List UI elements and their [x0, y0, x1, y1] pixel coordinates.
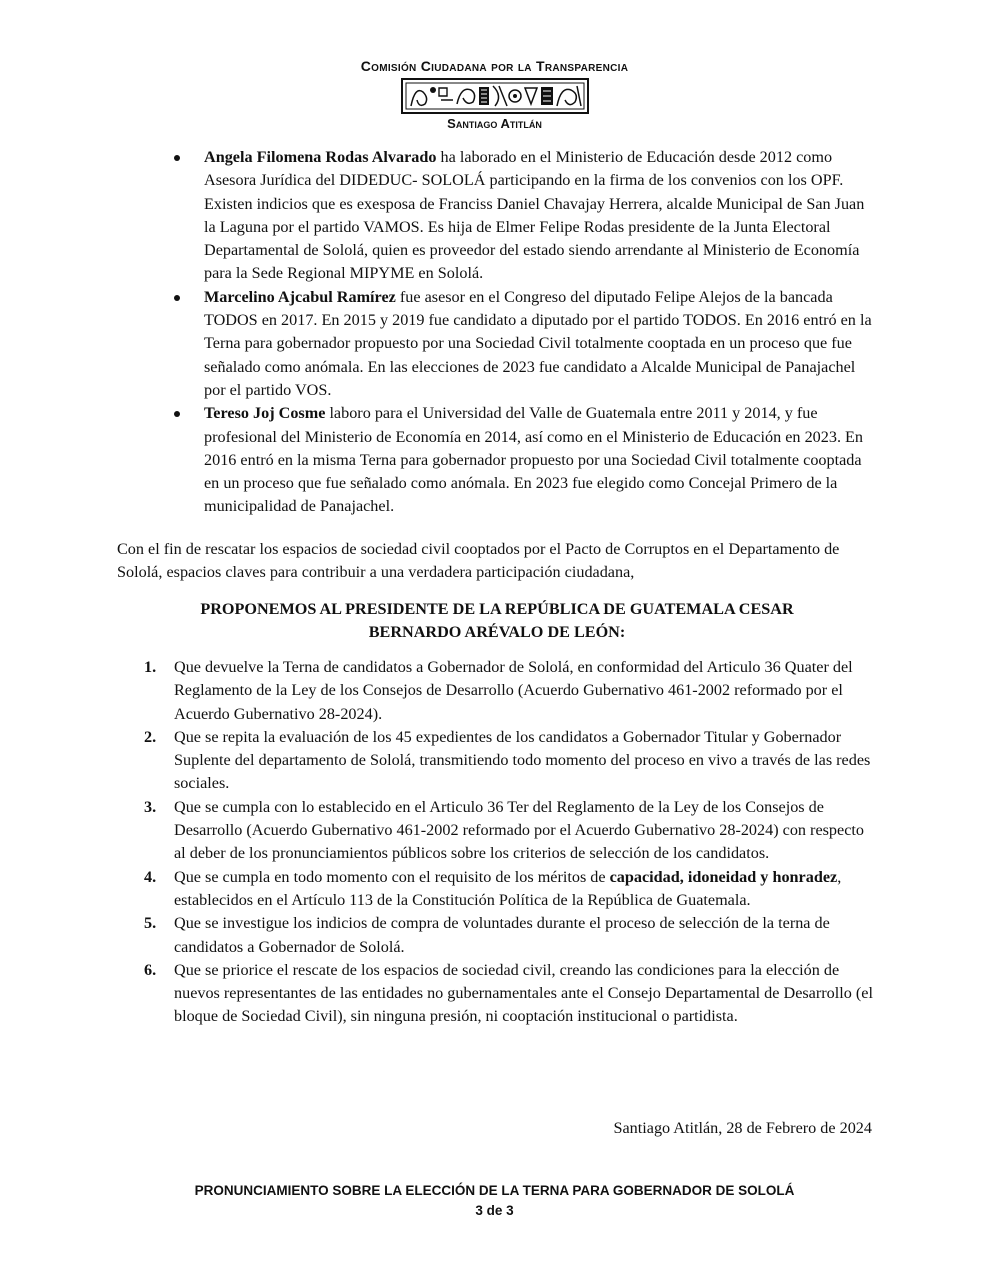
item-number: 3.	[144, 797, 157, 816]
candidate-list	[170, 146, 875, 519]
candidate-name: Marcelino Ajcabul Ramírez	[204, 287, 396, 306]
item-text: , establecidos en el Artículo 113 de la Constitución Política de la República de Guatemala.	[174, 867, 842, 909]
proposal-heading-line: PROPONEMOS AL PRESIDENTE DE LA REPÚBLICA DE GUATEMALA CESAR	[200, 600, 794, 618]
list-item	[170, 146, 875, 286]
proposal-list	[138, 656, 878, 1029]
document-title: PRONUNCIAMIENTO SOBRE LA ELECCIÓN DE LA TERNA PARA GOBERNADOR DE SOLOLÁ	[194, 1183, 795, 1198]
candidate-description: fue asesor en el Congreso del diputado Felipe Alejos de la bancada TODOS en 2017. En 2015 y 2019 fue candidato a diputado por el partido TODOS. En 2016 entró en la Terna para gobernador propuesto por una Sociedad Civil totalmente cooptada en un proceso que fue señalado como anómala. En las elecciones de 2023 fue candidato a Alcalde Municipal de Panajachel por el partido VOS.	[204, 287, 872, 399]
list-item	[138, 656, 878, 726]
letterhead	[0, 58, 989, 131]
list-item	[138, 866, 878, 913]
list-item	[170, 402, 875, 518]
item-text: Que se cumpla con lo establecido en el Articulo 36 Ter del Reglamento de la Ley de los Consejos de Desarrollo (Acuerdo Gubernativo 461-2002 reformado por el Acuerdo Gubernativo 28-2024) con respecto al deber de los pronunciamientos públicos sobre los criterios de selección de los candidatos.	[174, 797, 864, 863]
organization-location: Santiago Atitlán	[447, 116, 542, 131]
list-item	[138, 796, 878, 866]
item-number: 4.	[144, 867, 157, 886]
item-text: Que se repita la evaluación de los 45 expedientes de los candidatos a Gobernador Titular y Gobernador Suplente del departamento de Sololá, transmitiendo todo momento del proceso en vivo a través de las redes sociales.	[174, 727, 871, 793]
intro-paragraph: Con el fin de rescatar los espacios de sociedad civil cooptados por el Pacto de Corruptos en el Departamento de Sololá, espacios claves para contribuir a una verdadera participación ciudadana,	[117, 540, 840, 582]
organization-name: Comisión Ciudadana por la Transparencia	[360, 58, 629, 74]
item-emphasis: capacidad, idoneidad y honradez	[609, 867, 838, 886]
item-text: Que se investigue los indicios de compra de voluntades durante el proceso de selección de la terna de candidatos a Gobernador de Sololá.	[174, 914, 830, 956]
proposal-heading	[117, 598, 877, 645]
item-number: 5.	[144, 914, 157, 933]
proposal-heading-line: BERNARDO ARÉVALO DE LEÓN:	[368, 623, 626, 642]
bullet-icon	[174, 155, 180, 161]
candidate-name: Tereso Joj Cosme	[204, 404, 326, 423]
decorative-logo-band	[401, 78, 589, 114]
list-item	[138, 959, 878, 1029]
bullet-icon	[174, 295, 180, 301]
item-text: Que se cumpla en todo momento con el requisito de los méritos de	[174, 867, 610, 886]
page-footer	[0, 1181, 989, 1221]
bullet-icon	[174, 411, 180, 417]
list-item	[138, 726, 878, 796]
candidate-name: Angela Filomena Rodas Alvarado	[204, 148, 437, 166]
place-and-date: Santiago Atitlán, 28 de Febrero de 2024	[613, 1119, 872, 1137]
item-text: Que se priorice el rescate de los espacios de sociedad civil, creando las condiciones para la elección de nuevos representantes de las entidades no gubernamentales ante el Consejo Departamental de Desarrollo (el bloque de Sociedad Civil), sin ninguna presión, ni cooptación institucional o partidista.	[174, 960, 873, 1026]
item-number: 1.	[144, 658, 157, 676]
candidate-description: laboro para el Universidad del Valle de Guatemala entre 2011 y 2014, y fue profesional del Ministerio de Economía en 2014, así como en el Ministerio de Educación en 2023. En 2016 entró en la misma Terna para gobernador propuesto por una Sociedad Civil totalmente cooptada en un proceso que fue señalado como anómala. En 2023 fue elegido como Concejal Primero de la municipalidad de Panajachel.	[204, 404, 864, 516]
mayan-pattern-logo	[401, 78, 589, 114]
item-text: Que devuelve la Terna de candidatos a Gobernador de Sololá, en conformidad del Articulo 36 Quater del Reglamento de la Ley de los Consejos de Desarrollo (Acuerdo Gubernativo 461-2002 reformado por el Acuerdo Gubernativo 28-2024).	[174, 658, 853, 723]
page-number: 3 de 3	[475, 1203, 514, 1218]
item-number: 6.	[144, 960, 157, 979]
candidate-description: ha laborado en el Ministerio de Educación desde 2012 como Asesora Jurídica del DIDEDUC- SOLOLÁ participando en la firma de los convenios con los OPF. Existen indicios que es exesposa de Franciss Daniel Chavajay Herrera, alcalde Municipal de San Juan la Laguna por el partido VAMOS. Es hija de Elmer Felipe Rodas presidente de la Junta Electoral Departamental de Sololá, quien es proveedor del estado siendo arrendante al Ministerio de Economía para la Sede Regional MIPYME en Sololá.	[204, 148, 865, 283]
list-item	[170, 286, 875, 402]
list-item	[138, 912, 878, 959]
item-number: 2.	[144, 727, 157, 746]
